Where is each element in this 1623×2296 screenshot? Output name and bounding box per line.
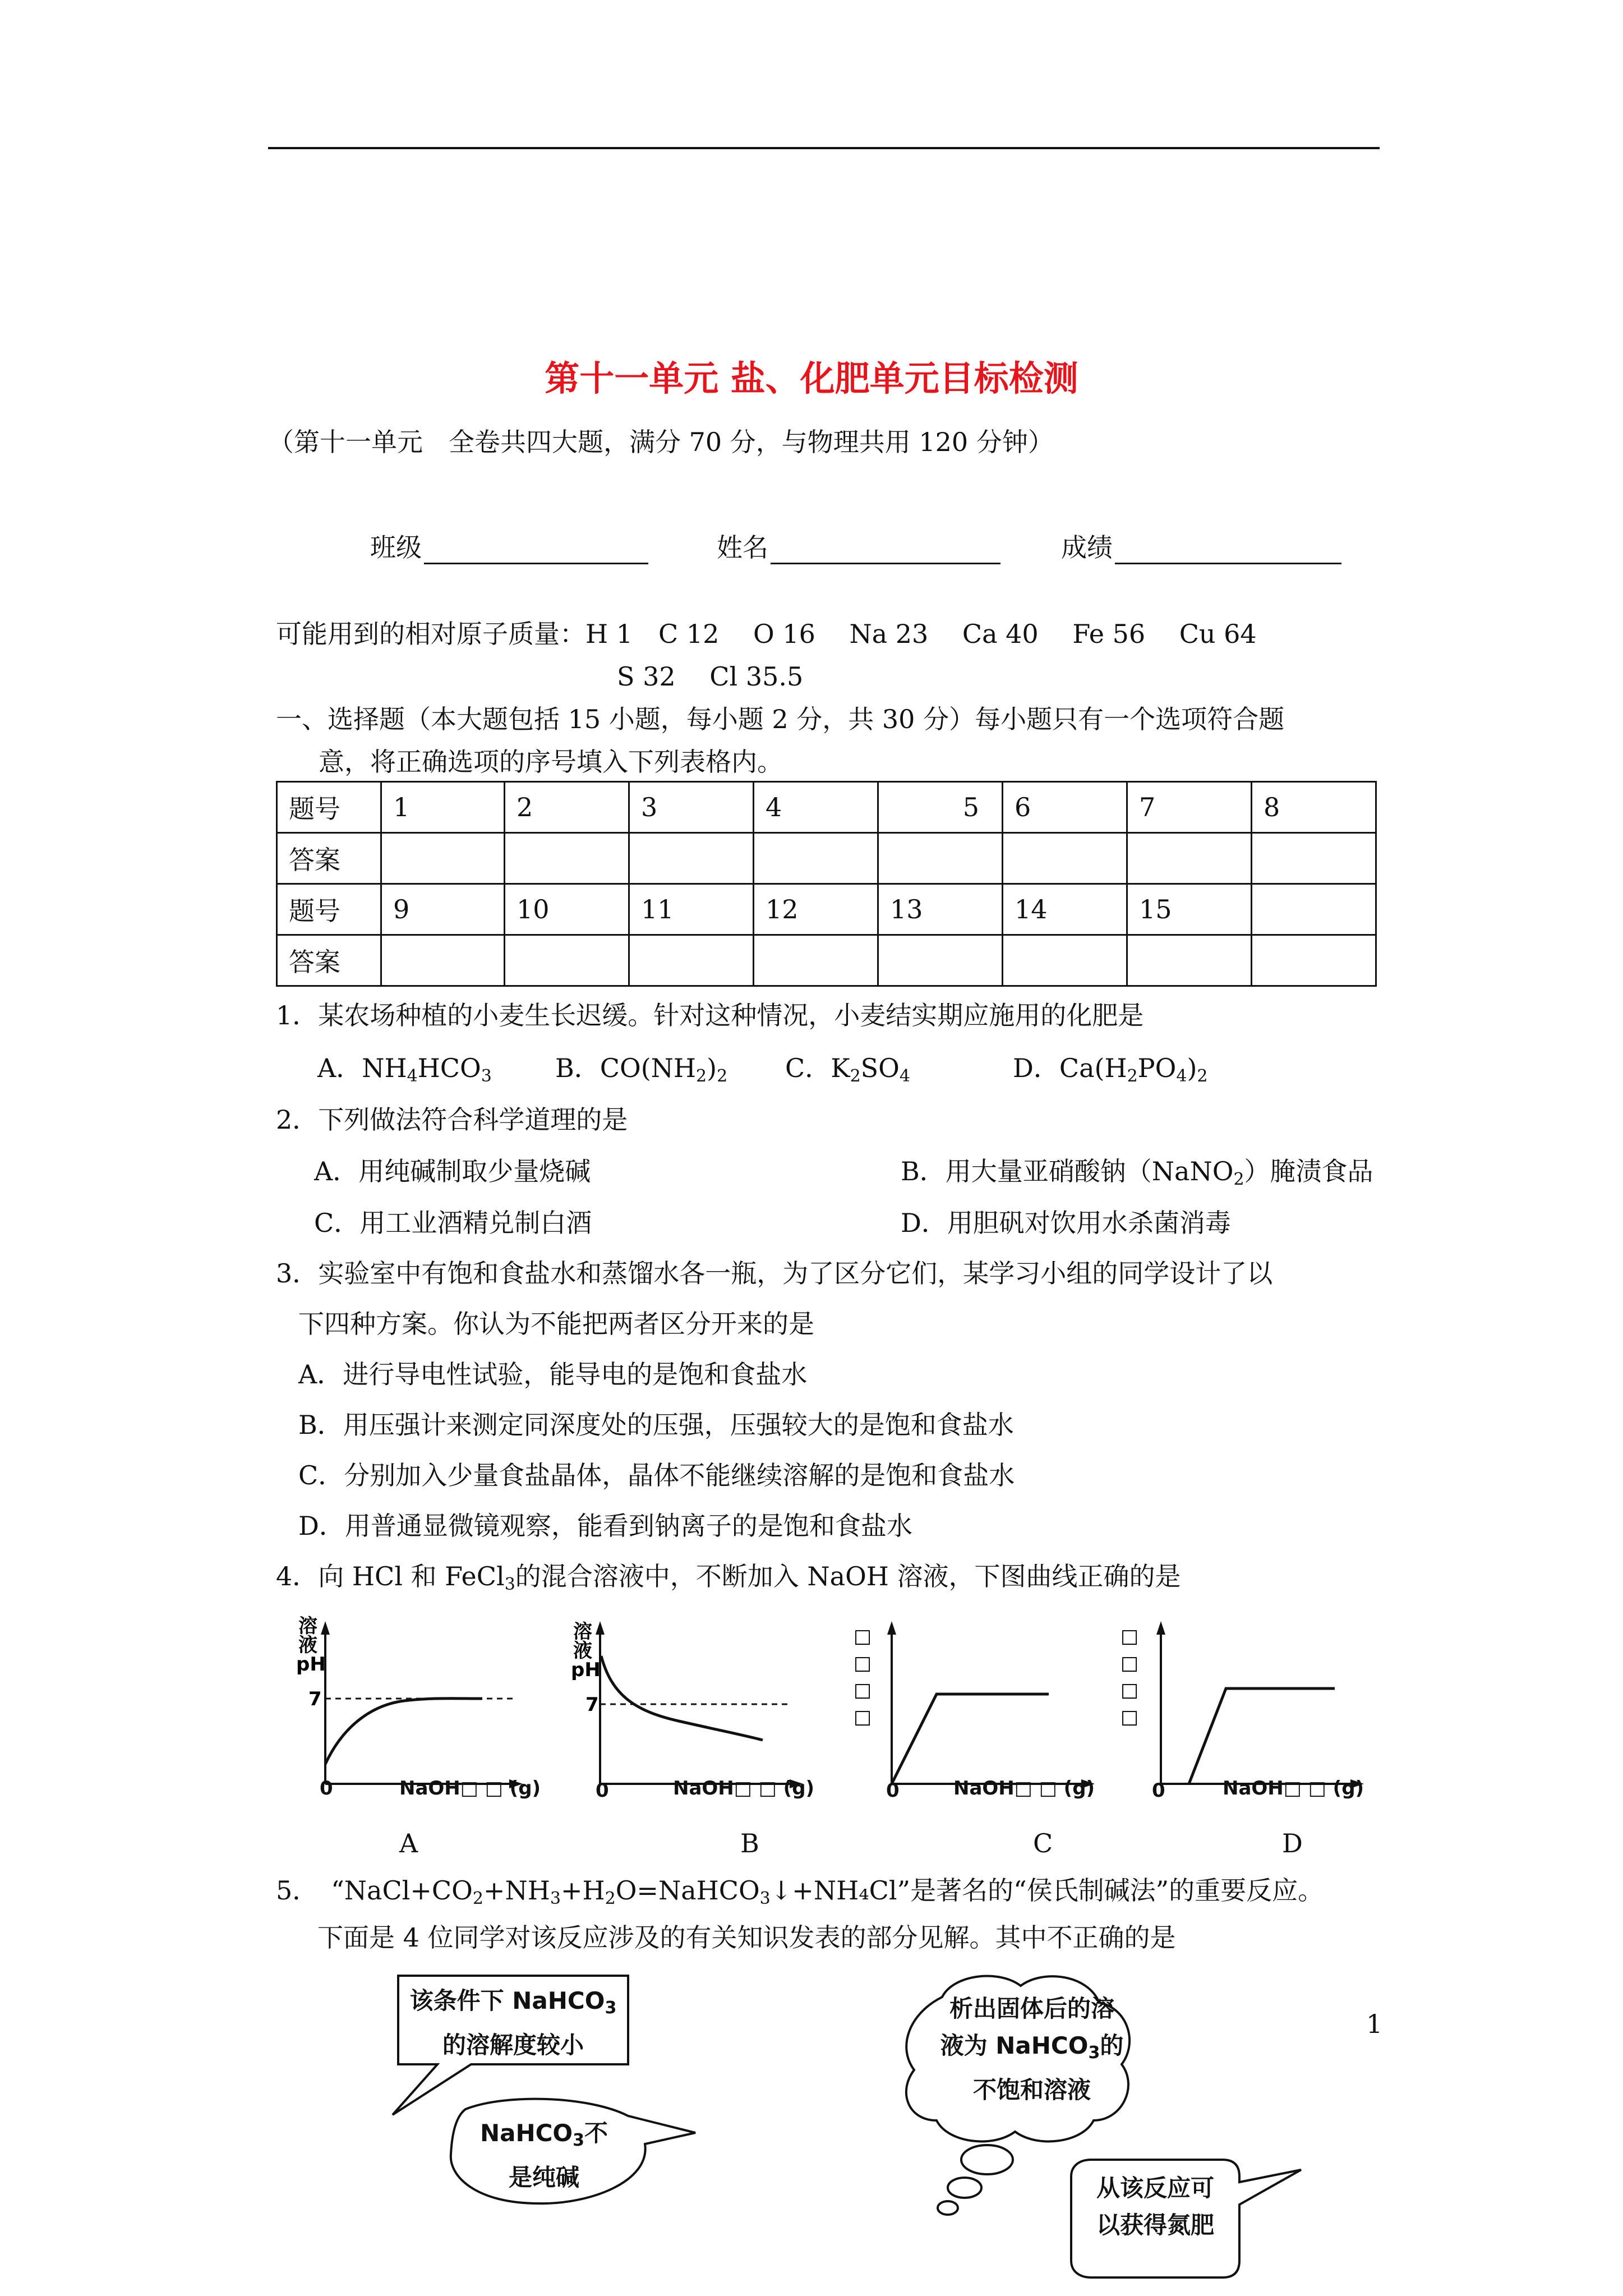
question-number: 7 (1127, 782, 1252, 833)
question-number: 3 (629, 782, 754, 833)
graph-b-y-arrow (596, 1621, 605, 1635)
answer-cell[interactable] (1252, 935, 1376, 986)
q3-stem-cont: 下四种方案。你认为不能把两者区分开来的是 (298, 1309, 814, 1339)
answer-cell[interactable] (505, 833, 629, 884)
graph-d-ylabel: □ (1121, 1706, 1139, 1728)
question-number: 4 (754, 782, 878, 833)
graph-d-ylabel: □ (1121, 1679, 1139, 1701)
answer-cell[interactable] (754, 935, 878, 986)
score-label: 成绩 (1061, 532, 1113, 563)
class-field (370, 531, 648, 564)
table-row (277, 782, 1376, 833)
graph-a-ylabel: 液 (298, 1634, 317, 1657)
atomic-mass-line1 (276, 617, 1257, 651)
row-label: 题号 (277, 884, 381, 935)
thought-dot (961, 2145, 1013, 2174)
question-number: 2 (505, 782, 629, 833)
header-rule (268, 147, 1380, 149)
question-number: 1 (381, 782, 505, 833)
section1-heading: 一、选择题（本大题包括 15 小题，每小题 2 分，共 30 分）每小题只有一个选项符合题 (276, 704, 1285, 734)
question-number: 15 (1127, 884, 1252, 935)
q2-option-b: B．用大量亚硝酸钠（NaNO$_2$）腌渍食品 (901, 1156, 1373, 1189)
q1-stem: 1．某农场种植的小麦生长迟缓。针对这种情况，小麦结实期应施用的化肥是 (276, 1000, 1144, 1030)
answer-cell[interactable] (878, 833, 1003, 884)
thought-dot (948, 2178, 981, 2198)
graph-d-y-arrow (1156, 1621, 1165, 1635)
graph-c-letter: C (1033, 1828, 1053, 1858)
answer-cell[interactable] (1003, 935, 1127, 986)
graph-c-line (892, 1694, 1049, 1784)
graph-a-xlabel: NaOH□ □ (g) (399, 1777, 541, 1800)
class-label: 班级 (370, 532, 422, 563)
graph-b-letter: B (740, 1828, 759, 1858)
answer-cell[interactable] (505, 935, 629, 986)
graph-d-origin: 0 (1152, 1779, 1165, 1802)
q2-option-a: A．用纯碱制取少量烧碱 (314, 1156, 591, 1186)
graph-c-ylabel: □ (854, 1652, 872, 1674)
q3-option-b: B．用压强计来测定同深度处的压强，压强较大的是饱和食盐水 (298, 1410, 1014, 1440)
class-blank[interactable] (424, 538, 648, 564)
atomic-mass-values: H 1 C 12 O 16 Na 23 Ca 40 Fe 56 Cu 64 (585, 619, 1257, 649)
bubble-4-text: 从该反应可 以获得氮肥 (1096, 2174, 1214, 2239)
answer-cell[interactable] (1127, 935, 1252, 986)
bubble-2-text: NaHCO$_3$不 是纯碱 (479, 2119, 608, 2191)
q1-option-c: C．$K_2SO_4$ (785, 1053, 910, 1086)
answer-cell[interactable] (381, 833, 505, 884)
graph-d-ylabel: □ (1121, 1625, 1139, 1648)
graph-c-y-arrow (887, 1621, 896, 1635)
table-row (277, 884, 1376, 935)
graph-a-seven: 7 (308, 1688, 322, 1710)
question-number: 8 (1252, 782, 1376, 833)
q1-option-a: A．$NH_4HCO_3$ (317, 1053, 492, 1086)
graph-b-origin: 0 (596, 1779, 609, 1802)
bubble-3-text: 析出固体后的溶 液为 NaHCO$_3$的 不饱和溶液 (940, 1995, 1124, 2104)
q3-stem: 3．实验室中有饱和食盐水和蒸馏水各一瓶，为了区分它们，某学习小组的同学设计了以 (276, 1258, 1273, 1289)
q5-stem-cont: 下面是 4 位同学对该反应涉及的有关知识发表的部分见解。其中不正确的是 (317, 1922, 1176, 1953)
graph-d-ylabel: □ (1121, 1652, 1139, 1674)
question-number: 9 (381, 884, 505, 935)
q2-option-c: C．用工业酒精兑制白酒 (314, 1208, 592, 1238)
answer-cell[interactable] (381, 935, 505, 986)
name-blank[interactable] (771, 538, 1000, 564)
atomic-mass-line2: S 32 Cl 35.5 (617, 661, 804, 692)
question-number (1252, 884, 1376, 935)
graph-c-ylabel: □ (854, 1706, 872, 1728)
page-title: 第十一单元 盐、化肥单元目标检测 (545, 358, 1078, 399)
q2-stem: 2．下列做法符合科学道理的是 (276, 1105, 628, 1135)
row-label: 题号 (277, 782, 381, 833)
graph-c-ylabel: □ (854, 1625, 872, 1648)
page-number: 1 (1366, 2009, 1383, 2039)
bubble-1-text: 该条件下 NaHCO$_3$ 的溶解度较小 (409, 1987, 617, 2059)
row-label: 答案 (277, 833, 381, 884)
answer-cell[interactable] (629, 935, 754, 986)
question-number: 14 (1003, 884, 1127, 935)
graph-c-ylabel: □ (854, 1679, 872, 1701)
question-number: 6 (1003, 782, 1127, 833)
q1-option-d: D．$Ca(H_2PO_4)_2$ (1013, 1053, 1208, 1086)
table-row (277, 833, 1376, 884)
q2-option-d: D．用胆矾对饮用水杀菌消毒 (901, 1208, 1231, 1238)
answer-cell[interactable] (878, 935, 1003, 986)
graph-a-ylabel: pH (296, 1653, 326, 1676)
answer-table (276, 781, 1377, 987)
graph-b (566, 1616, 813, 1801)
atomic-mass-label: 可能用到的相对原子质量： (276, 619, 585, 649)
graph-d-line (1189, 1688, 1335, 1784)
graph-a-y-arrow (321, 1621, 330, 1635)
graph-d-xlabel: NaOH□ □ (g) (1223, 1777, 1364, 1800)
question-number: 12 (754, 884, 878, 935)
answer-cell[interactable] (754, 833, 878, 884)
q3-option-a: A．进行导电性试验，能导电的是饱和食盐水 (298, 1359, 808, 1389)
graph-a (292, 1616, 538, 1801)
graph-c-origin: 0 (886, 1779, 900, 1802)
question-number: 5 (878, 782, 1003, 833)
graph-b-ylabel: 液 (573, 1640, 592, 1662)
graph-a-origin: 0 (320, 1777, 333, 1800)
graph-b-ylabel: pH (571, 1659, 601, 1681)
score-blank[interactable] (1115, 538, 1341, 564)
q3-option-c: C．分别加入少量食盐晶体，晶体不能继续溶解的是饱和食盐水 (298, 1460, 1015, 1490)
answer-cell[interactable] (629, 833, 754, 884)
graph-a-ylabel: 溶 (298, 1616, 317, 1637)
name-field (717, 531, 1000, 564)
graph-c-xlabel: NaOH□ □ (g) (953, 1777, 1095, 1800)
graph-c (841, 1616, 1105, 1801)
question-number: 10 (505, 884, 629, 935)
answer-cell[interactable] (1003, 833, 1127, 884)
graph-d-letter: D (1282, 1828, 1303, 1858)
answer-cell[interactable] (1252, 833, 1376, 884)
question-number: 13 (878, 884, 1003, 935)
row-label: 答案 (277, 935, 381, 986)
name-label: 姓名 (717, 532, 768, 563)
table-row (277, 935, 1376, 986)
question-number: 11 (629, 884, 754, 935)
graph-b-ylabel: 溶 (573, 1621, 592, 1643)
graph-b-curve (601, 1656, 763, 1740)
section1-heading-cont: 意，将正确选项的序号填入下列表格内。 (319, 747, 783, 777)
graph-b-seven: 7 (585, 1694, 599, 1716)
q4-stem: 4．向 HCl 和 FeCl$_3$的混合溶液中，不断加入 NaOH 溶液，下图曲线正确的是 (276, 1561, 1181, 1594)
score-field (1061, 531, 1341, 564)
q3-option-d: D．用普通显微镜观察，能看到钠离子的是饱和食盐水 (298, 1511, 912, 1541)
graph-b-xlabel: NaOH□ □ (g) (673, 1777, 815, 1800)
q5-stem: 5． “$NaCl+CO_2+NH_3+H_2O=NaHCO_3↓+NH_4Cl$”是著名的“侯氏制碱法”的重要反应。 (276, 1875, 1324, 1908)
subtitle: （第十一单元 全卷共四大题，满分 70 分，与物理共用 120 分钟） (268, 427, 1054, 457)
q1-option-b: B．$CO(NH_2)_2$ (555, 1053, 728, 1086)
graph-a-curve (325, 1699, 482, 1764)
graph-d (1105, 1616, 1368, 1801)
graph-a-letter: A (399, 1828, 418, 1858)
answer-cell[interactable] (1127, 833, 1252, 884)
thought-dot (938, 2201, 958, 2215)
